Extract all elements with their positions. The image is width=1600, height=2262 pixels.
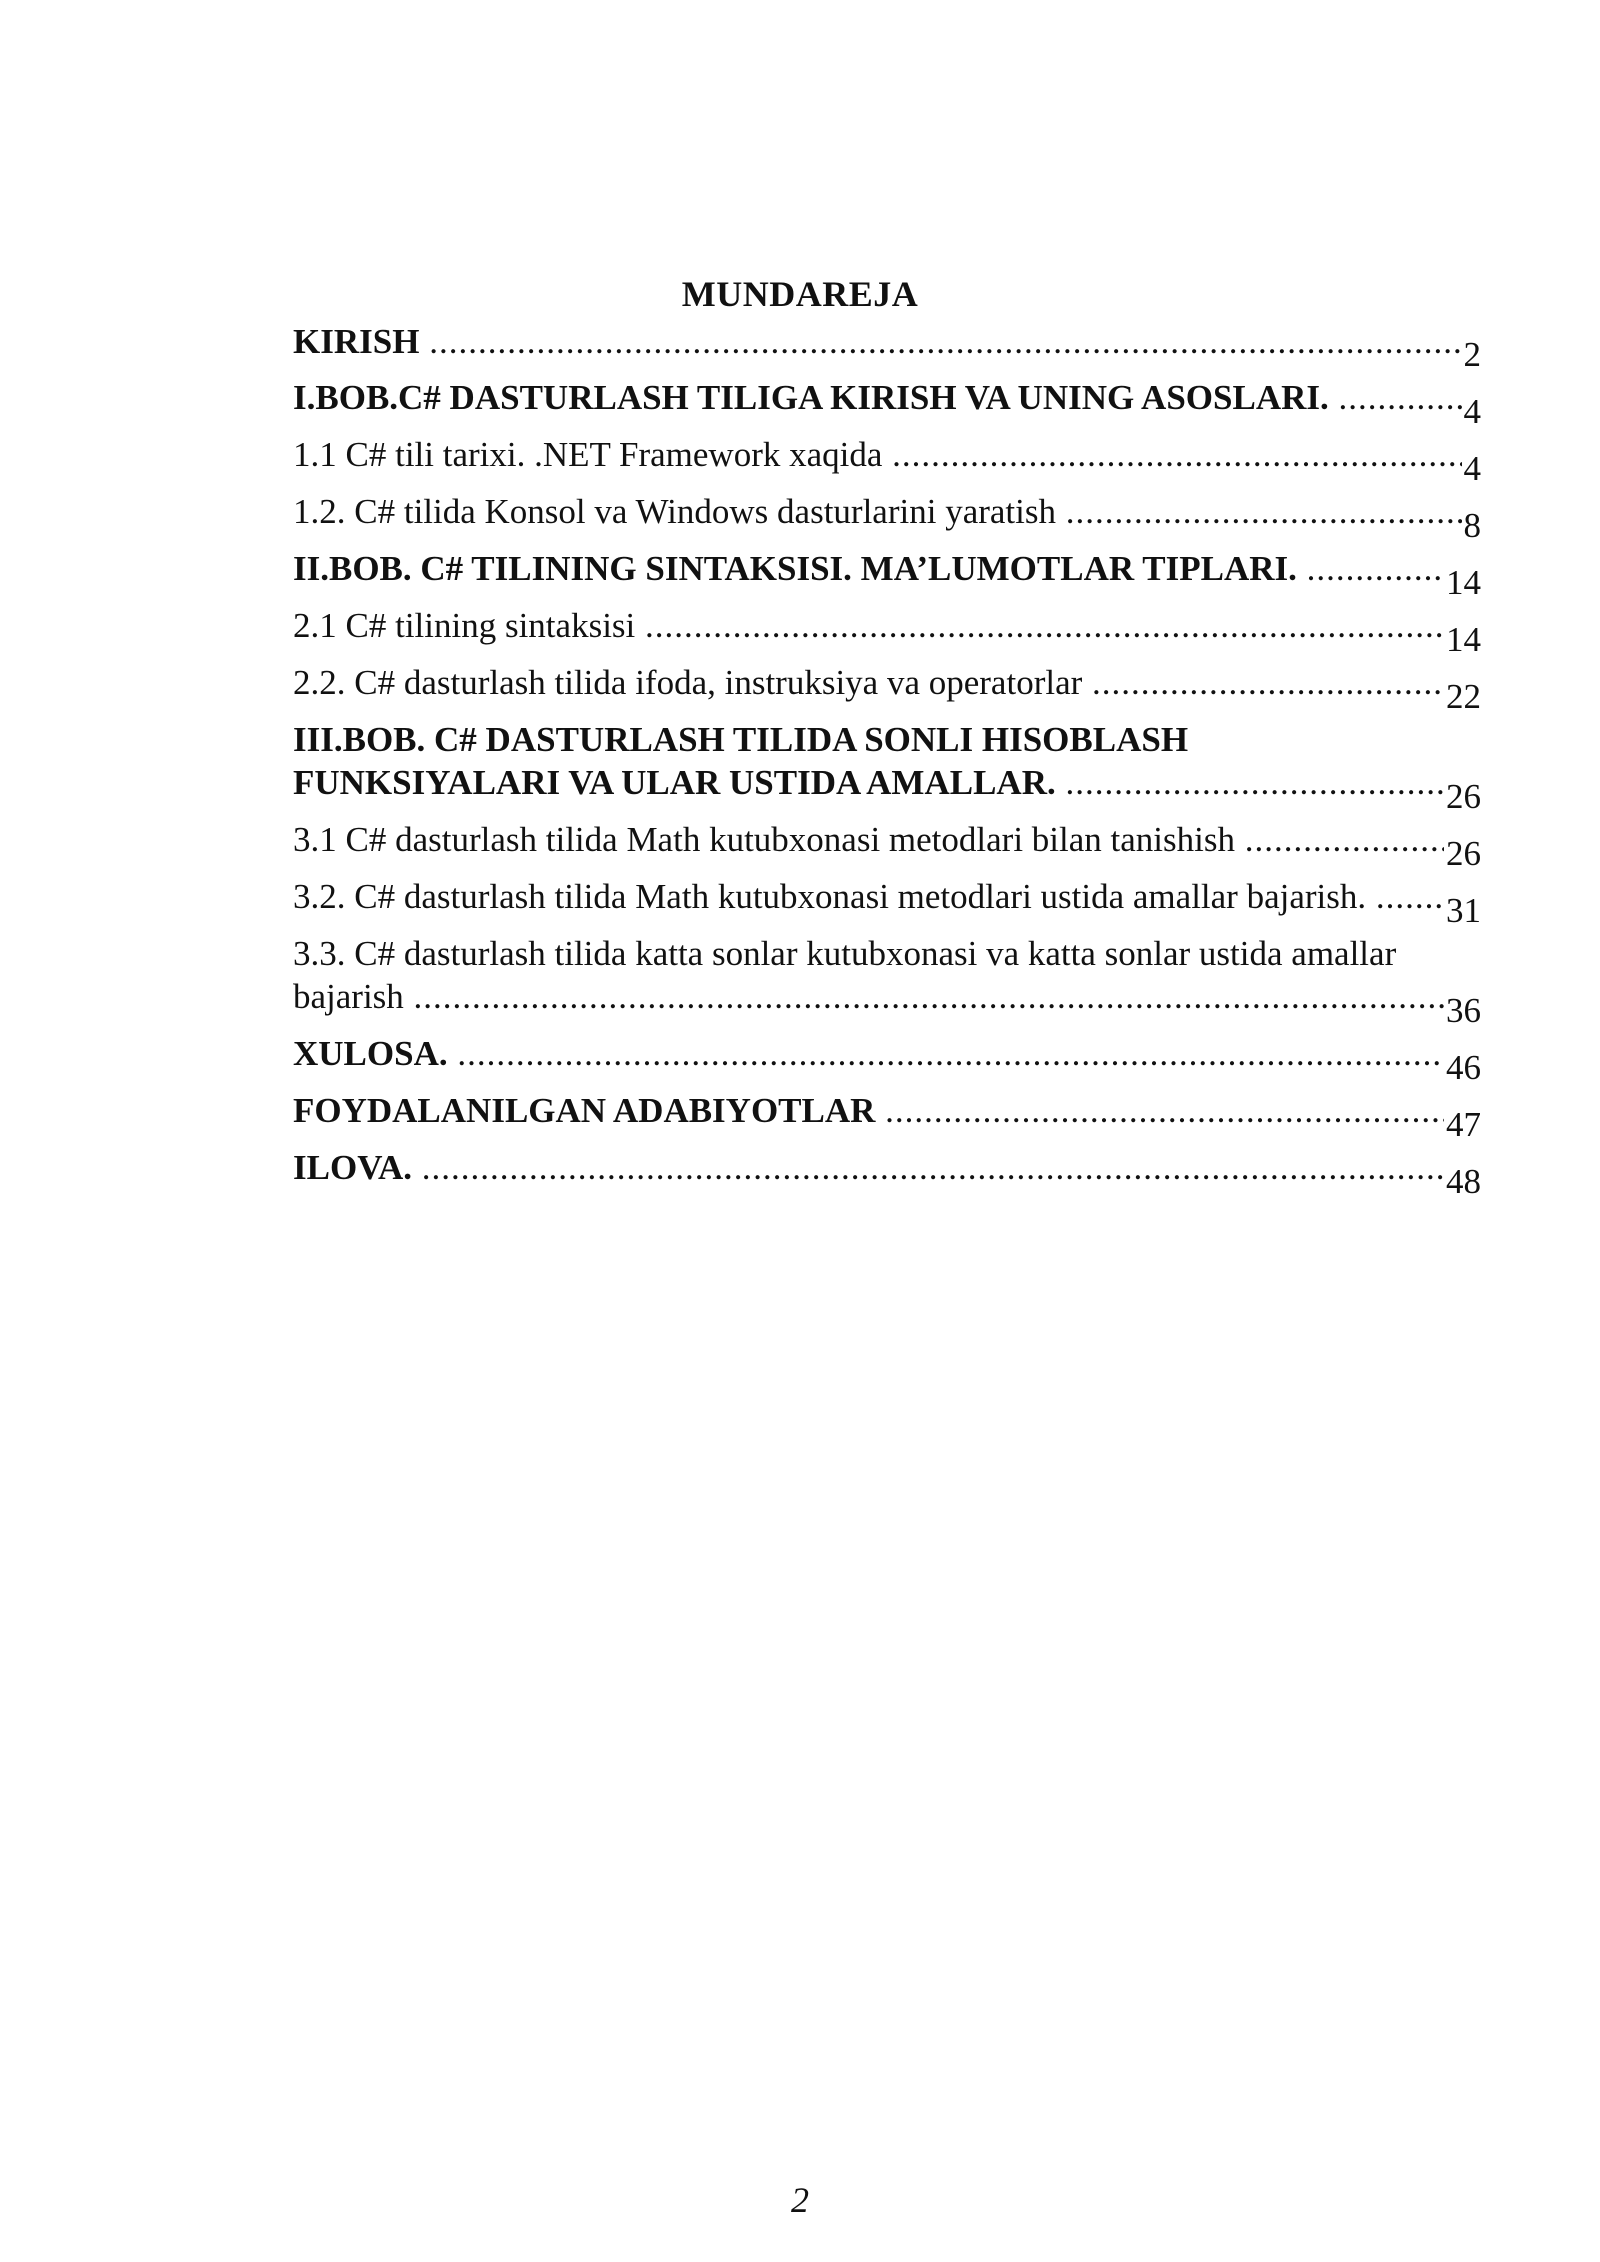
toc-entry-page: 26: [1446, 834, 1481, 873]
toc-entry-page: 36: [1446, 991, 1481, 1030]
toc-entry-text: II.BOB. C# TILINING SINTAKSISI. MA’LUMOTLAR TIPLARI. .....: [293, 547, 1481, 590]
toc-entry-page: 47: [1446, 1105, 1481, 1144]
toc-entry-section-2-1[interactable]: [293, 604, 1481, 661]
toc-entry-text: 3.2. C# dasturlash tilida Math kutubxonasi metodlari ustida amallar bajarish. .....: [293, 875, 1481, 918]
toc-entry-section-3-2[interactable]: [293, 875, 1481, 932]
toc-entry-page: 26: [1446, 777, 1481, 816]
toc-entry-page: 48: [1446, 1162, 1481, 1201]
toc-entry-section-1-1[interactable]: [293, 433, 1481, 490]
toc-entry-text: KIRISH .....: [293, 320, 1481, 363]
toc-entry-page: 22: [1446, 677, 1481, 716]
toc-entry-page: 46: [1446, 1048, 1481, 1087]
table-of-contents: [293, 320, 1481, 1203]
toc-entry-chapter-2[interactable]: [293, 547, 1481, 604]
page-number: 2: [791, 2180, 809, 2220]
toc-entry-page: 31: [1446, 891, 1481, 930]
toc-entry-text: 3.1 C# dasturlash tilida Math kutubxonasi metodlari bilan tanishish .....: [293, 818, 1481, 861]
toc-entry-section-3-3[interactable]: [293, 932, 1481, 1032]
toc-entry-section-3-1[interactable]: [293, 818, 1481, 875]
toc-entry-text: FOYDALANILGAN ADABIYOTLAR .....: [293, 1089, 1481, 1132]
toc-title: MUNDAREJA: [681, 274, 919, 314]
toc-entry-text-line2: bajarish .....: [293, 975, 1481, 1018]
toc-entry-page: 4: [1463, 449, 1481, 488]
toc-entry-references[interactable]: [293, 1089, 1481, 1146]
toc-entry-page: 14: [1446, 563, 1481, 602]
toc-entry-text: 2.2. C# dasturlash tilida ifoda, instruksiya va operatorlar .....: [293, 661, 1481, 704]
toc-entry-text: ILOVA. .....: [293, 1146, 1481, 1189]
toc-entry-section-1-2[interactable]: [293, 490, 1481, 547]
toc-entry-text: 1.1 C# tili tarixi. .NET Framework xaqida .....: [293, 433, 1481, 476]
toc-entry-page: 4: [1463, 392, 1481, 431]
toc-entry-text: XULOSA. .....: [293, 1032, 1481, 1075]
toc-entry-page: 8: [1463, 506, 1481, 545]
toc-entry-text-line2: FUNKSIYALARI VA ULAR USTIDA AMALLAR. .....: [293, 761, 1481, 804]
toc-entry-text: I.BOB.C# DASTURLASH TILIGA KIRISH VA UNING ASOSLARI. .....: [293, 376, 1481, 419]
toc-entry-chapter-1[interactable]: [293, 376, 1481, 433]
toc-entry-kirish[interactable]: [293, 320, 1481, 376]
toc-entry-ilova[interactable]: [293, 1146, 1481, 1203]
toc-entry-text-line1: 3.3. C# dasturlash tilida katta sonlar kutubxonasi va katta sonlar ustida amallar: [293, 934, 1397, 973]
toc-entry-page: 2: [1463, 335, 1481, 374]
toc-entry-text: 1.2. C# tilida Konsol va Windows dasturlarini yaratish .....: [293, 490, 1481, 533]
toc-entry-text: 2.1 C# tilining sintaksisi .....: [293, 604, 1481, 647]
toc-entry-text-line1: III.BOB. C# DASTURLASH TILIDA SONLI HISOBLASH: [293, 720, 1189, 759]
toc-entry-xulosa[interactable]: [293, 1032, 1481, 1089]
toc-entry-section-2-2[interactable]: [293, 661, 1481, 718]
toc-entry-page: 14: [1446, 620, 1481, 659]
toc-entry-chapter-3[interactable]: [293, 718, 1481, 818]
